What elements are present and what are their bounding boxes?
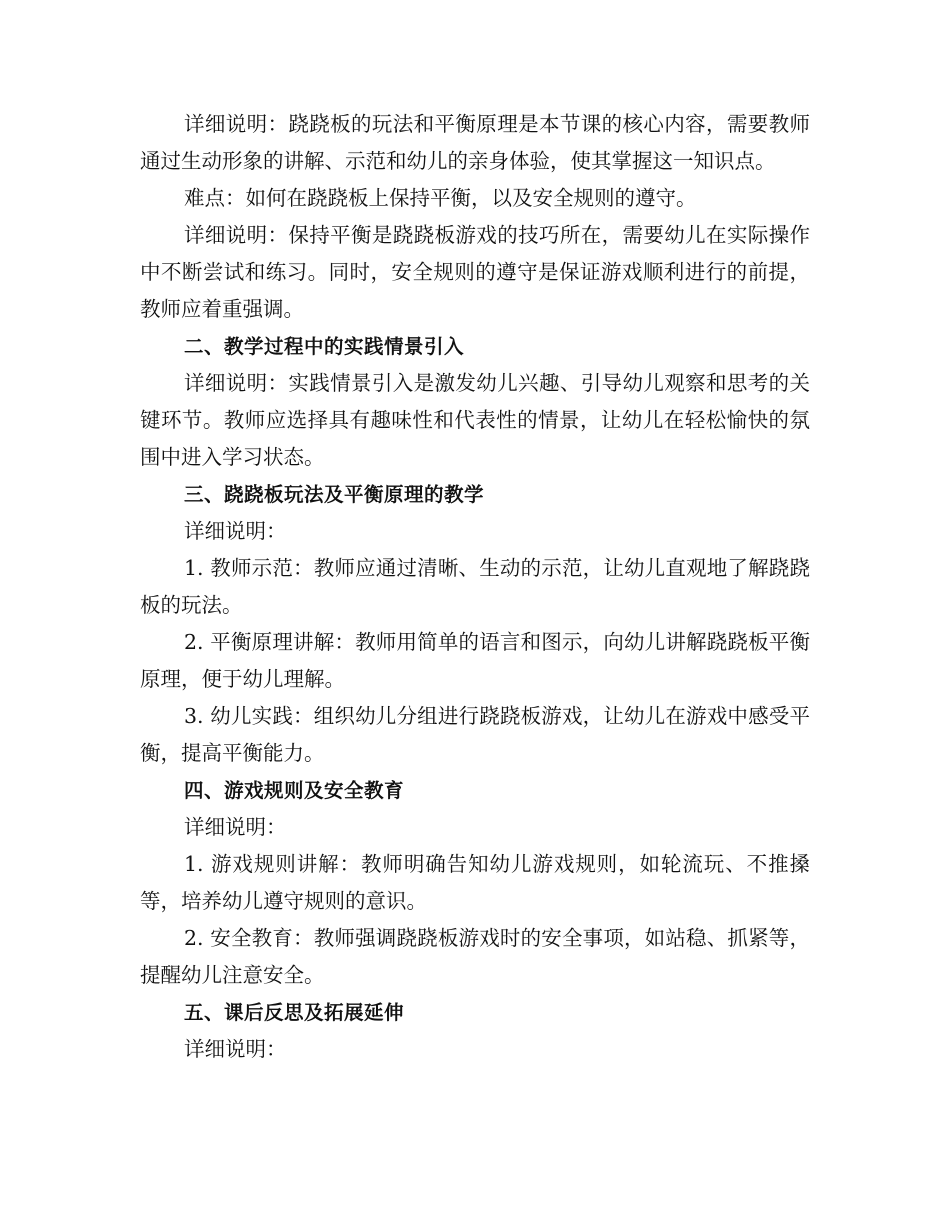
section-heading-4: 四、游戏规则及安全教育	[184, 779, 405, 802]
paragraph-section3-label: 详细说明：	[184, 519, 287, 543]
document-body	[140, 106, 810, 1068]
section-heading-5: 五、课后反思及拓展延伸	[184, 1001, 405, 1024]
paragraph-difficulty-explanation: 详细说明：保持平衡是跷跷板游戏的技巧所在，需要幼儿在实际操作中不断尝试和练习。同时，安全规则的遵守是保证游戏顺利进行的前提，教师应着重强调。	[140, 223, 810, 321]
paragraph-core-content-explanation: 详细说明：跷跷板的玩法和平衡原理是本节课的核心内容，需要教师通过生动形象的讲解、示范和幼儿的亲身体验，使其掌握这一知识点。	[140, 112, 810, 173]
list-item-game-rules: 1. 游戏规则讲解：教师明确告知幼儿游戏规则，如轮流玩、不推搡等，培养幼儿遵守规则的意识。	[140, 852, 810, 913]
section-heading-2: 二、教学过程中的实践情景引入	[184, 335, 465, 358]
list-item-balance-principle: 2. 平衡原理讲解：教师用简单的语言和图示，向幼儿讲解跷跷板平衡原理，便于幼儿理解。	[140, 630, 810, 691]
list-item-teacher-demo: 1. 教师示范：教师应通过清晰、生动的示范，让幼儿直观地了解跷跷板的玩法。	[140, 556, 810, 617]
paragraph-section4-label: 详细说明：	[184, 815, 287, 839]
list-item-safety-education: 2. 安全教育：教师强调跷跷板游戏时的安全事项，如站稳、抓紧等，提醒幼儿注意安全。	[140, 926, 810, 987]
paragraph-section5-label: 详细说明：	[184, 1037, 287, 1061]
list-item-child-practice: 3. 幼儿实践：组织幼儿分组进行跷跷板游戏，让幼儿在游戏中感受平衡，提高平衡能力。	[140, 704, 810, 765]
paragraph-difficulty: 难点：如何在跷跷板上保持平衡，以及安全规则的遵守。	[184, 186, 697, 210]
paragraph-scenario-explanation: 详细说明：实践情景引入是激发幼儿兴趣、引导幼儿观察和思考的关键环节。教师应选择具有趣味性和代表性的情景，让幼儿在轻松愉快的氛围中进入学习状态。	[140, 371, 810, 469]
section-heading-3: 三、跷跷板玩法及平衡原理的教学	[184, 483, 485, 506]
